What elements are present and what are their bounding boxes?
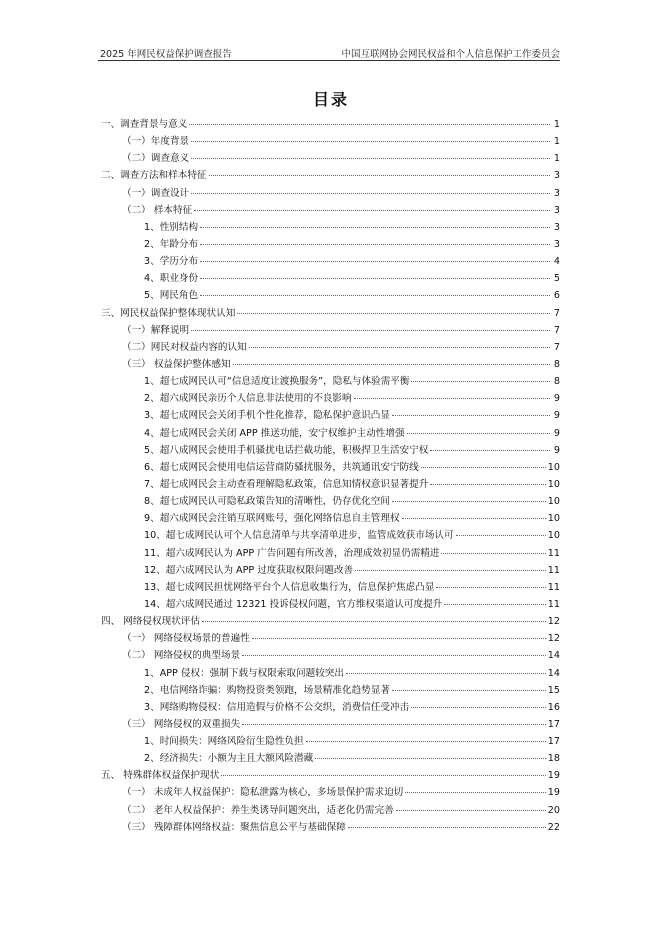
toc-entry[interactable] (98, 133, 560, 150)
toc-page-number: 3 (553, 170, 560, 182)
toc-page-number: 1 (553, 119, 560, 130)
toc-entry-title: 3、学历分布 (144, 256, 199, 268)
toc-entry-title: 四、 网络侵权现状评估 (101, 616, 200, 628)
toc-page-number: 10 (547, 530, 560, 542)
toc-page-number: 9 (553, 427, 560, 439)
toc-entry-title: 3、超七成网民会关闭手机个性化推荐，隐私保护意识凸显 (144, 410, 390, 422)
header-organization: 中国互联网协会网民权益和个人信息保护工作委员会 (341, 49, 560, 60)
header-divider (98, 60, 560, 61)
toc-page-number: 3 (553, 238, 560, 250)
toc-entry-title: （二） 样本特征 (122, 204, 193, 216)
toc-entry-title: 13、超七成网民担忧网络平台个人信息收集行为，信息保护焦虑凸显 (144, 581, 435, 593)
toc-page-number: 19 (547, 770, 560, 782)
toc-dot-leader (191, 329, 550, 331)
toc-entry[interactable] (98, 545, 560, 562)
toc-entry-title: 5、网民角色 (144, 290, 199, 302)
toc-entry-title: （二） 老年人权益保护：养生类诱导问题突出，适老化仍需完善 (122, 804, 394, 816)
toc-entry[interactable] (98, 527, 560, 544)
toc-dot-leader (221, 774, 546, 776)
toc-entry-title: 5、超八成网民会使用手机骚扰电话拦截功能，积极捍卫生活安宁权 (144, 444, 429, 456)
toc-entry-title: （一） 未成年人权益保护：隐私泄露为核心，多场景保护需求迫切 (122, 787, 404, 799)
toc-entry-title: （二） 网络侵权的典型场景 (122, 650, 241, 662)
toc-page-number: 3 (553, 187, 560, 199)
toc-dot-leader (200, 260, 550, 262)
toc-entry[interactable] (98, 802, 560, 819)
toc-entry-title: （一）解释说明 (122, 324, 190, 336)
toc-entry-title: （三） 权益保护整体感知 (122, 358, 231, 370)
toc-dot-leader (355, 569, 546, 571)
toc-dot-leader (430, 483, 545, 485)
toc-page-number: 8 (553, 376, 560, 388)
toc-dot-leader (354, 397, 550, 399)
toc-entry[interactable] (98, 407, 560, 424)
toc-entry-title: 7、超七成网民会主动查看理解隐私政策，信息知情权意识显著提升 (144, 478, 429, 490)
toc-dot-leader (405, 791, 546, 793)
toc-page-number: 3 (553, 221, 560, 233)
toc-entry-title: 3、网络购物侵权：信用造假与价格不公交织，消费信任受冲击 (144, 701, 410, 713)
toc-entry[interactable] (98, 442, 560, 459)
toc-page-number: 7 (553, 341, 560, 353)
toc-entry-title: 1、超七成网民认可“信息适度让渡换服务”，隐私与体验需平衡 (144, 376, 410, 388)
toc-entry-title: 4、职业身份 (144, 273, 199, 285)
toc-entry[interactable] (98, 150, 560, 167)
toc-dot-leader (191, 157, 550, 159)
toc-dot-leader (242, 723, 546, 725)
toc-entry-title: 14、超六成网民通过 12321 投诉侵权问题，官方维权渠道认可度提升 (144, 598, 443, 610)
toc-entry[interactable] (98, 356, 560, 373)
toc-dot-leader (436, 586, 545, 588)
toc-page-number: 10 (547, 496, 560, 508)
toc-dot-leader (200, 294, 550, 296)
toc-dot-leader (200, 243, 550, 245)
toc-entry-title: 4、超七成网民会关闭 APP 推送功能，安宁权维护主动性增强 (144, 427, 405, 439)
toc-page-number: 12 (547, 616, 560, 628)
toc-page-number: 10 (547, 513, 560, 525)
toc-page-number: 4 (553, 256, 560, 268)
toc-entry-title: 2、超六成网民亲历个人信息非法使用的不良影响 (144, 393, 352, 405)
toc-entry-title: 一、调查背景与意义 (101, 119, 188, 130)
toc-dot-leader (396, 809, 546, 811)
toc-dot-leader (348, 826, 546, 828)
toc-entry[interactable] (98, 476, 560, 493)
toc-page-number: 19 (547, 787, 560, 799)
toc-page-number: 17 (547, 718, 560, 730)
toc-entry[interactable] (98, 733, 560, 750)
toc-dot-leader (237, 312, 550, 314)
toc-dot-leader (346, 672, 546, 674)
toc-dot-leader (200, 277, 550, 279)
toc-entry[interactable] (98, 510, 560, 527)
toc-entry[interactable] (98, 596, 560, 613)
toc-entry[interactable] (98, 425, 560, 442)
toc-entry-title: 10、超七成网民认可个人信息清单与共享清单进步，监管成效获市场认可 (144, 530, 454, 542)
toc-dot-leader (249, 346, 550, 348)
toc-page-number: 7 (553, 324, 560, 336)
toc-dot-leader (189, 123, 550, 125)
toc-entry-title: （一） 网络侵权场景的普遍性 (122, 633, 250, 645)
toc-entry[interactable] (98, 322, 560, 339)
toc-entry-title: （一）调查设计 (122, 187, 190, 199)
toc-dot-leader (402, 517, 546, 519)
toc-page-number: 7 (553, 307, 560, 319)
toc-page-number: 14 (547, 667, 560, 679)
toc-entry-title: 三、网民权益保护整体现状认知 (101, 307, 236, 319)
toc-entry[interactable] (98, 716, 560, 733)
toc-page-number: 12 (547, 633, 560, 645)
toc-page-number: 10 (547, 461, 560, 473)
toc-entry[interactable] (98, 202, 560, 219)
toc-page-number: 8 (553, 358, 560, 370)
toc-entry-title: 12、超六成网民认为 APP 过度获取权限问题改善 (144, 564, 354, 576)
toc-entry-title: （三） 残障群体网络权益：聚焦信息公平与基础保障 (122, 821, 346, 833)
toc-dot-leader (411, 706, 546, 708)
toc-dot-leader (233, 363, 550, 365)
toc-dot-leader (306, 740, 546, 742)
toc-entry-title: 1、时间损失：网络风险衍生隐性负担 (144, 736, 304, 748)
toc-entry-title: 2、经济损失：小额为主且大额风险潜藏 (144, 753, 314, 765)
page-header (98, 46, 560, 60)
toc-dot-leader (441, 552, 545, 554)
toc-entry-title: 1、性别结构 (144, 221, 199, 233)
toc-entry-title: 8、超七成网民认可隐私政策告知的清晰性，仍存优化空间 (144, 496, 390, 508)
toc-entry[interactable] (98, 613, 560, 630)
toc-entry[interactable] (98, 373, 560, 390)
toc-entry[interactable] (98, 630, 560, 647)
toc-page-number: 20 (547, 804, 560, 816)
toc-entry-title: 6、超七成网民会使用电信运营商防骚扰服务，共筑通讯安宁防线 (144, 461, 419, 473)
toc-entry[interactable] (98, 784, 560, 801)
toc-entry[interactable] (98, 219, 560, 236)
toc-dot-leader (194, 209, 550, 211)
toc-entry[interactable] (98, 682, 560, 699)
table-of-contents (98, 116, 560, 836)
toc-page-number: 9 (553, 410, 560, 422)
toc-entry[interactable] (98, 305, 560, 322)
toc-entry-title: 2、年龄分布 (144, 238, 199, 250)
toc-page-number: 5 (553, 273, 560, 285)
toc-entry[interactable] (98, 579, 560, 596)
toc-page-number: 18 (547, 753, 560, 765)
toc-entry[interactable] (98, 116, 560, 133)
toc-entry-title: （二）网民对权益内容的认知 (122, 341, 247, 353)
toc-dot-leader (191, 192, 550, 194)
toc-dot-leader (191, 140, 550, 142)
toc-page-number: 17 (547, 736, 560, 748)
toc-entry[interactable] (98, 339, 560, 356)
toc-page-number: 6 (553, 290, 560, 302)
toc-dot-leader (407, 432, 550, 434)
toc-entry[interactable] (98, 665, 560, 682)
header-report-title: 2025 年网民权益保护调查报告 (100, 49, 232, 60)
toc-page-number: 9 (553, 444, 560, 456)
toc-dot-leader (200, 226, 550, 228)
toc-dot-leader (392, 689, 546, 691)
toc-dot-leader (252, 637, 546, 639)
toc-page-number: 11 (547, 564, 560, 576)
toc-page-number: 11 (547, 598, 560, 610)
toc-dot-leader (209, 174, 550, 176)
toc-page-number: 14 (547, 650, 560, 662)
toc-entry[interactable] (98, 699, 560, 716)
toc-entry[interactable] (98, 750, 560, 767)
toc-entry[interactable] (98, 287, 560, 304)
toc-entry-title: 二、调查方法和样本特征 (101, 170, 207, 182)
toc-entry[interactable] (98, 270, 560, 287)
toc-dot-leader (202, 620, 546, 622)
toc-entry[interactable] (98, 647, 560, 664)
toc-entry-title: （二）调查意义 (122, 153, 190, 165)
toc-title: 目录 (312, 90, 349, 109)
toc-entry[interactable] (98, 493, 560, 510)
toc-entry[interactable] (98, 185, 560, 202)
toc-page-number: 1 (553, 153, 560, 165)
toc-entry[interactable] (98, 236, 560, 253)
toc-page-number: 11 (547, 547, 560, 559)
toc-dot-leader (411, 380, 550, 382)
toc-entry[interactable] (98, 819, 560, 836)
toc-dot-leader (392, 414, 550, 416)
toc-entry[interactable] (98, 459, 560, 476)
toc-dot-leader (242, 654, 546, 656)
toc-entry-title: （一）年度背景 (122, 136, 190, 148)
toc-dot-leader (430, 449, 550, 451)
toc-entry[interactable] (98, 390, 560, 407)
toc-page-number: 9 (553, 393, 560, 405)
toc-page-number: 10 (547, 478, 560, 490)
toc-dot-leader (444, 603, 546, 605)
toc-entry-title: 五、 特殊群体权益保护现状 (101, 770, 220, 782)
toc-dot-leader (456, 534, 546, 536)
toc-entry-title: 1、APP 侵权：强制下载与权限索取问题较突出 (144, 667, 344, 679)
toc-entry-title: 2、电信网络诈骗：购物投资类领跑，场景精准化趋势显著 (144, 684, 390, 696)
toc-entry-title: 9、超六成网民会注销互联网账号，强化网络信息自主管理权 (144, 513, 400, 525)
toc-dot-leader (392, 500, 546, 502)
toc-entry-title: （三） 网络侵权的双重损失 (122, 718, 241, 730)
toc-page-number: 15 (547, 684, 560, 696)
toc-dot-leader (421, 466, 546, 468)
toc-entry[interactable] (98, 767, 560, 784)
toc-entry[interactable] (98, 167, 560, 184)
toc-entry[interactable] (98, 253, 560, 270)
toc-entry-title: 11、超六成网民认为 APP 广告问题有所改善，治理成效初显仍需精进 (144, 547, 440, 559)
toc-page-number: 11 (547, 581, 560, 593)
toc-dot-leader (315, 757, 546, 759)
toc-entry[interactable] (98, 562, 560, 579)
toc-page-number: 3 (553, 204, 560, 216)
toc-page-number: 1 (553, 136, 560, 148)
toc-page-number: 22 (547, 821, 560, 833)
toc-page-number: 16 (547, 701, 560, 713)
